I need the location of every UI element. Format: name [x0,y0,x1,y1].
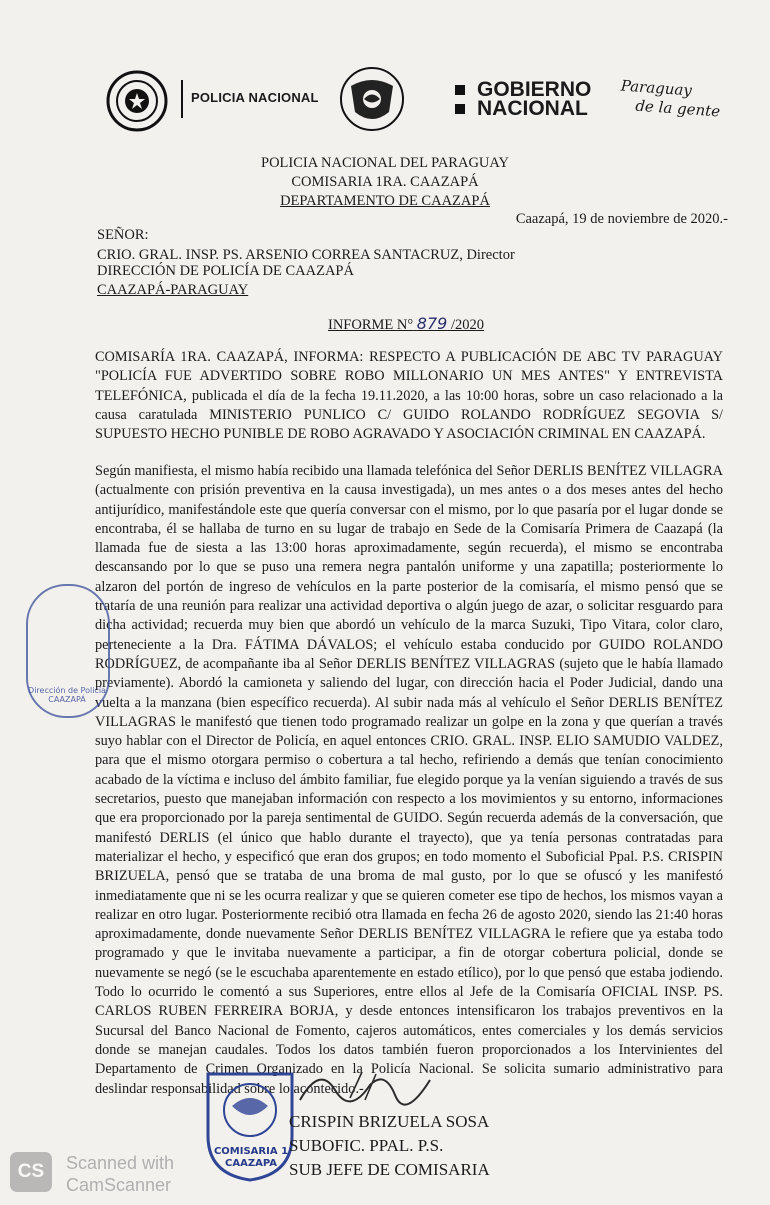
addressee-salutation: SEÑOR: [97,227,149,243]
addressee-office: DIRECCIÓN DE POLICÍA DE CAAZAPÁ [97,263,354,279]
stamp-line-1: COMISARIA 1 [213,1146,289,1157]
logo-square-icon [455,85,465,95]
gobierno-line-2: NACIONAL [477,97,588,120]
informe-prefix: INFORME N° [328,317,414,333]
heading-line-3: DEPARTAMENTO DE CAAZAPÁ [280,193,490,209]
watermark-line-1: Scanned with [66,1153,175,1173]
handwritten-signature [290,1060,440,1110]
police-seal-icon [339,66,405,132]
signer-role: SUB JEFE DE COMISARIA [289,1160,490,1179]
body-paragraph: Según manifiesta, el mismo había recibido una llamada telefónica del Señor DERLIS BENÍTEZ VILLAGRA (actualmente con prisión preventiva en la causa investigada), un mes antes o a dos meses antes del hecho antijurídico, manifestándole este que quería conversar con el mismo, por lo que pasaría por el lugar donde se encontraba, él se hallaba de turno en su lugar de trabajo en Sede de la Comisaría Primera de Caazapá (la llamada fue de siesta a las 13:00 horas aproximadamente, según recuerda), el mismo se encontraba descansando por lo que se puso una remera negra pantalón uniforme y una zapatilla; posteriormente lo alzaron del portón de ingreso de vehículos en la parte posterior de la comisaría, el mismo pensó que se trataría de una reunión para realizar una actividad deportiva o algún juego de azar, o solicitar resguardo para dicha actividad; recuerda muy bien que abordó un vehículo de la marca Suzuki, Tipo Vitara, color claro, perteneciente a la Dra. FÁTIMA DÁVALOS; el vehículo estaba conducido por GUIDO ROLANDO RODRÍGUEZ, de acompañante iba al Señor DERLIS BENÍTEZ VILLAGRAS (sujeto que le había llamado previamente). Abordó la camioneta y saliendo del lugar, con dirección hacia el Poder Judicial, dando una vuelta a la manzana (bien específico recuerda). Al subir nada más al vehículo el Señor DERLIS BENÍTEZ VILLAGRAS le manifestó que tienen todo programado realizar un golpe en la zona y que querían a través suyo hablar con el Director de Policía, en aquel entonces CRIO. GRAL. INSP. ELIO SAMUDIO VALDEZ, para que el mismo otorgara permiso o cobertura a tal hecho, refiriendo a demás que tenían conocimiento acabado de la víctima e incluso del ámbito familiar, fue elegido porque ya la venían siguiendo a través de sus secretarios, puesto que manejaban información con respecto a los movimientos y su entorno, informaciones que era proporcionado por la pareja sentimental de GUIDO. Según recuerda además de la conversación, que manifestó DERLIS (el único que hablo durante el trayecto), que ya tenía personas contratadas para materializar el hecho, y especificó que eran dos grupos; en todo momento el Suboficial Ppal. P.S. CRISPIN BRIZUELA, pensó que se trataba de una broma de mal gusto, por lo que se ofuscó y les manifestó inmediatamente que ni se les ocurra realizar y que se quieren cometer ese tipo de hechos, los mismos vayan a realizar en otro lugar. Posteriormente recibió otra llamada en fecha 26 de agosto 2020, siendo las 21:40 horas aproximadamente, donde nuevamente Señor DERLIS BENÍTEZ VILLAGRA le refiere que ya estaba todo programado y que le invitaba nuevamente a participar, a fin de otorgar cobertura policial, donde se nuevamente se negó (se le escuchaba aparentemente en estado etílico), por lo que pensó que estaba jodiendo. Todo lo ocurrido le comentó a sus Superiores, entre ellos al Jefe de la Comisaría OFICIAL INSP. PS. CARLOS RUBEN FERREIRA BORJA, y desde entonces intensificaron los trabajos preventivos en la Sucursal del Banco Nacional de Fomento, cajeros automáticos, entes comerciales y los demás servicios donde se manejan caudales. Todos los datos también fueron proporcionados a los Intervinientes del Departamento de Crimen Organizado en la Policía Nacional. Se solicita sumario administrativo para deslindar responsabilidad sobre lo acontecido.- [95,463,723,1097]
signer-rank: SUBOFIC. PPAL. P.S. [289,1136,444,1155]
republic-seal-icon [106,70,168,132]
informe-handwritten-number: 879 [416,314,448,333]
logo-square-icon [455,104,465,114]
heading-line-3-wrap [0,192,770,211]
header-divider [181,80,183,118]
watermark-line-2: CamScanner [66,1175,172,1195]
stamp-line-2: CAAZAPA [225,1158,277,1169]
intro-paragraph: COMISARÍA 1RA. CAAZAPÁ, INFORMA: RESPECTO A PUBLICACIÓN DE ABC TV PARAGUAY "POLICÍA FUE ADVERTIDO SOBRE ROBO MILLONARIO UN MES ANTES" Y ENTREVISTA TELEFÓNICA, publicada el día de la fecha 19.11.2020, a las 10:00 horas, sobre un caso relacionado a la causa caratulada MINISTERIO PUNLICO C/ GUIDO ROLANDO RODRÍGUEZ SEGOVIA S/ SUPUESTO HECHO PUNIBLE DE ROBO AGRAVADO Y ASOCIACIÓN CRIMINAL EN CAAZAPÁ. [95,349,723,443]
addressee-location: CAAZAPÁ-PARAGUAY [97,282,249,298]
comisaria-stamp-label [206,1146,296,1170]
gobierno-nacional-logo [455,80,591,118]
informe-suffix: /2020 [450,317,484,333]
camscanner-logo-icon: CS [10,1152,52,1192]
script-line-1: Paraguay [620,76,693,100]
script-line-2: de la gente [634,96,721,121]
camscanner-watermark [66,1152,174,1196]
addressee-block [97,227,515,298]
addressee-name: CRIO. GRAL. INSP. PS. ARSENIO CORREA SANTACRUZ, Director [97,247,515,263]
signer-name: CRISPIN BRIZUELA SOSA [289,1112,490,1131]
paraguay-de-la-gente-logo [619,77,722,122]
heading-line-1: POLICIA NACIONAL DEL PARAGUAY [261,155,509,171]
policia-nacional-label: POLICIA NACIONAL [191,90,319,105]
heading-line-2: COMISARIA 1RA. CAAZAPÁ [291,174,479,190]
gobierno-line-1: GOBIERNO [477,78,592,101]
informe-number [328,314,484,334]
direccion-stamp-label: Dirección de Policía CAAZAPÁ [28,686,106,704]
document-date: Caazapá, 19 de noviembre de 2020.- [515,211,728,227]
signature-block [289,1110,490,1182]
